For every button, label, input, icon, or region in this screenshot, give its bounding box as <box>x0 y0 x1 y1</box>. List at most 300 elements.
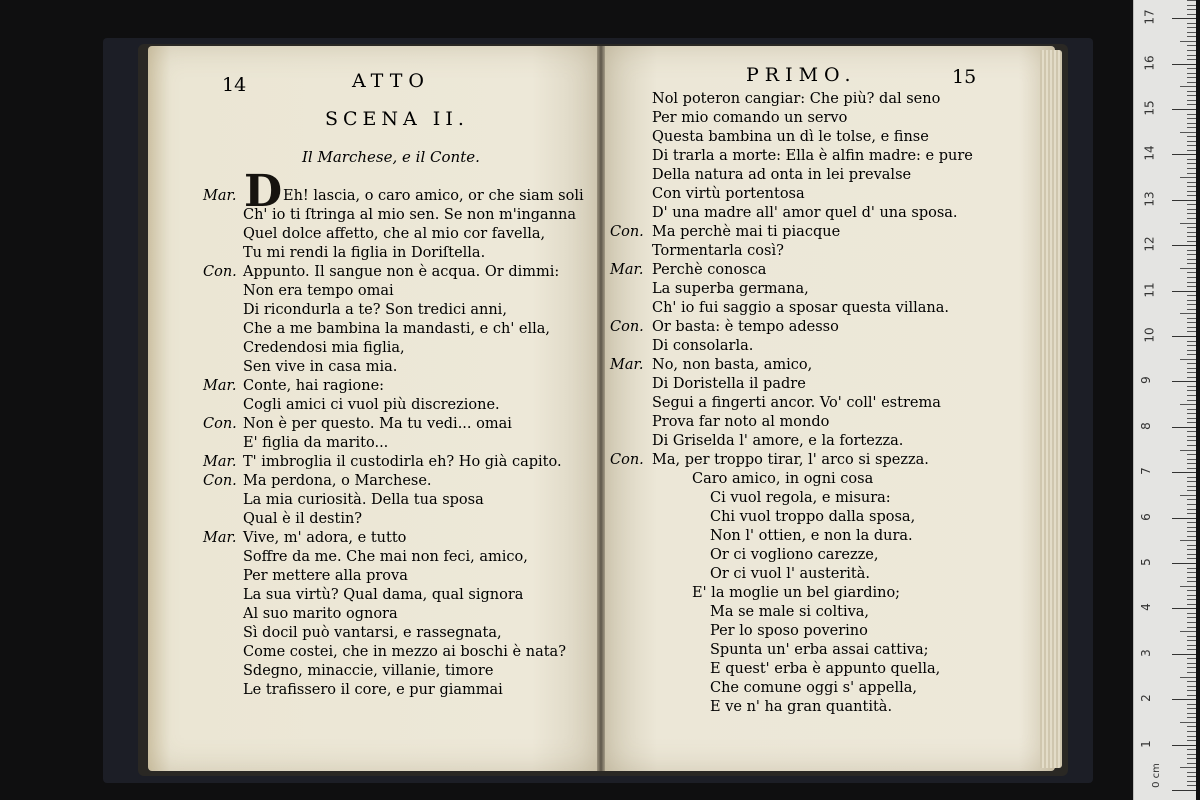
ruler-tick <box>1187 667 1196 668</box>
ruler-tick <box>1172 790 1196 791</box>
ruler-tick <box>1187 259 1196 260</box>
ruler-tick <box>1187 658 1196 659</box>
ruler-tick <box>1187 118 1196 119</box>
text-line <box>610 299 949 317</box>
verse-text: Di consolarla. <box>652 338 754 354</box>
text-line <box>610 261 766 279</box>
right-page-number: 15 <box>952 66 977 88</box>
ruler-tick <box>1187 409 1196 410</box>
ruler-tick <box>1187 649 1196 650</box>
ruler-tick <box>1187 263 1196 264</box>
text-line <box>610 584 900 602</box>
verse-text: Or ci vuol l' austerità. <box>710 566 871 582</box>
ruler-tick <box>1187 672 1196 673</box>
text-line <box>610 622 868 640</box>
ruler-tick <box>1187 590 1196 591</box>
ruler-tick <box>1180 495 1196 496</box>
ruler-tick <box>1187 454 1196 455</box>
text-line <box>610 641 929 659</box>
verse-text: Per lo sposo poverino <box>710 623 868 639</box>
text-line <box>610 223 840 241</box>
text-line <box>203 263 559 281</box>
ruler-tick <box>1187 622 1196 623</box>
ruler-tick <box>1187 322 1196 323</box>
ruler-tick <box>1187 82 1196 83</box>
ruler-tick <box>1180 767 1196 768</box>
text-line <box>610 356 812 374</box>
ruler-tick <box>1187 136 1196 137</box>
ruler-tick <box>1187 182 1196 183</box>
verse-text: Ma, per troppo tirar, l' arco si spezza. <box>652 452 929 468</box>
ruler-tick <box>1187 368 1196 369</box>
text-line <box>203 662 493 680</box>
ruler-tick <box>1187 395 1196 396</box>
ruler-tick <box>1180 223 1196 224</box>
verse-text: Sì docil può vantarsi, e rassegnata, <box>243 625 502 641</box>
ruler-tick <box>1187 218 1196 219</box>
ruler-tick <box>1172 654 1196 655</box>
ruler-tick <box>1187 695 1196 696</box>
ruler-number: 4 <box>1138 603 1153 612</box>
ruler-tick <box>1187 250 1196 251</box>
ruler-tick <box>1187 422 1196 423</box>
ruler-tick <box>1172 336 1196 337</box>
ruler-tick <box>1187 459 1196 460</box>
ruler-tick <box>1187 595 1196 596</box>
ruler-tick <box>1187 504 1196 505</box>
speaker-label: Mar. <box>203 454 237 470</box>
ruler-tick <box>1187 232 1196 233</box>
ruler-tick <box>1187 477 1196 478</box>
ruler-tick <box>1187 663 1196 664</box>
verse-text: D' una madre all' amor quel d' una sposa. <box>652 205 958 221</box>
ruler-tick <box>1187 499 1196 500</box>
text-line <box>610 470 873 488</box>
ruler-tick <box>1180 177 1196 178</box>
verse-text: Al suo marito ognora <box>243 606 398 622</box>
verse-text: Di Doristella il padre <box>652 376 806 392</box>
ruler-tick <box>1172 608 1196 609</box>
text-line <box>203 567 408 585</box>
ruler-tick <box>1172 563 1196 564</box>
text-line <box>203 453 562 471</box>
verse-text: Della natura ad onta in lei prevalse <box>652 167 912 183</box>
text-line <box>203 301 507 319</box>
ruler-tick <box>1187 363 1196 364</box>
ruler-tick <box>1187 213 1196 214</box>
ruler-tick <box>1187 463 1196 464</box>
verse-text: Qual è il destin? <box>243 511 363 527</box>
text-line <box>203 244 485 262</box>
verse-text: No, non basta, amico, <box>652 357 813 373</box>
verse-text: Caro amico, in ogni cosa <box>692 471 874 487</box>
text-line <box>610 90 940 108</box>
verse-text: Che a me bambina la mandasti, e ch' ella, <box>243 321 551 337</box>
ruler-tick <box>1187 272 1196 273</box>
ruler-tick <box>1187 686 1196 687</box>
verse-text: Ch' io ti ſtringa al mio sen. Se non m'inganna <box>243 207 577 223</box>
ruler-tick <box>1187 431 1196 432</box>
ruler-tick <box>1187 776 1196 777</box>
verse-text: Spunta un' erba assai cattiva; <box>710 642 929 658</box>
ruler-tick <box>1187 191 1196 192</box>
ruler-tick <box>1180 540 1196 541</box>
ruler-number: 5 <box>1138 558 1153 566</box>
ruler-tick <box>1187 731 1196 732</box>
ruler-tick <box>1187 77 1196 78</box>
speaker-label: Mar. <box>203 188 237 204</box>
ruler-tick <box>1187 636 1196 637</box>
ruler-tick <box>1187 522 1196 523</box>
ruler-tick <box>1187 350 1196 351</box>
ruler-tick <box>1187 36 1196 37</box>
text-line <box>610 375 806 393</box>
text-line <box>610 394 941 412</box>
ruler-number: 7 <box>1138 467 1153 476</box>
ruler-tick <box>1172 472 1196 473</box>
verse-text: Chi vuol troppo dalla sposa, <box>710 509 916 525</box>
speaker-label: Mar. <box>610 357 644 373</box>
ruler-tick <box>1187 331 1196 332</box>
ruler-tick <box>1187 749 1196 750</box>
ruler-tick <box>1187 45 1196 46</box>
ruler-tick <box>1187 690 1196 691</box>
text-line <box>610 660 940 678</box>
ruler-tick <box>1187 55 1196 56</box>
verse-text: Ci vuol regola, e misura: <box>710 490 891 506</box>
ruler-tick <box>1187 0 1196 1</box>
ruler-tick <box>1187 9 1196 10</box>
ruler-tick <box>1187 640 1196 641</box>
ruler-tick <box>1187 713 1196 714</box>
ruler-number: 3 <box>1138 648 1153 657</box>
ruler-tick <box>1187 123 1196 124</box>
verse-text: Come costei, che in mezzo ai boschi è nata? <box>243 644 566 660</box>
ruler-tick <box>1187 568 1196 569</box>
ruler-tick <box>1180 359 1196 360</box>
ruler-tick <box>1180 677 1196 678</box>
text-line <box>203 529 406 547</box>
book-gutter <box>597 46 605 771</box>
text-line <box>610 109 847 127</box>
ruler-tick <box>1187 282 1196 283</box>
ruler-tick <box>1187 95 1196 96</box>
ruler-tick <box>1172 64 1196 65</box>
text-line <box>610 489 891 507</box>
verse-text: Ma perdona, o Marchese. <box>243 473 432 489</box>
ruler-tick <box>1187 318 1196 319</box>
verse-text: Vive, m' adora, e tutto <box>243 530 407 546</box>
ruler-tick <box>1180 722 1196 723</box>
speaker-label: Con. <box>203 264 237 280</box>
speaker-label: Con. <box>610 224 644 240</box>
verse-text: T' imbroglia il custodirla eh? Ho già capito. <box>243 454 562 470</box>
ruler-tick <box>1187 345 1196 346</box>
verse-text: Non era tempo omai <box>243 283 394 299</box>
ruler-tick <box>1187 726 1196 727</box>
ruler-tick <box>1187 772 1196 773</box>
ruler-tick <box>1180 450 1196 451</box>
ruler-tick <box>1187 558 1196 559</box>
ruler-tick <box>1187 114 1196 115</box>
verse-text: Con virtù portentosa <box>652 186 805 202</box>
ruler-tick <box>1180 404 1196 405</box>
ruler-tick <box>1187 717 1196 718</box>
verse-text: Nol poteron cangiar: Che più? dal seno <box>652 91 941 107</box>
text-line <box>203 434 388 452</box>
speaker-label: Con. <box>610 319 644 335</box>
verse-text: E' la moglie un bel giardino; <box>692 585 901 601</box>
text-line <box>203 586 523 604</box>
verse-text: E ve n' ha gran quantità. <box>710 699 893 715</box>
speaker-label: Con. <box>203 416 237 432</box>
text-line <box>203 605 398 623</box>
verse-text: E' figlia da marito... <box>243 435 389 451</box>
ruler-tick <box>1187 536 1196 537</box>
ruler-tick <box>1187 604 1196 605</box>
text-line <box>610 698 892 716</box>
ruler-tick <box>1172 109 1196 110</box>
ruler-tick <box>1187 740 1196 741</box>
text-line <box>203 472 432 490</box>
ruler-tick <box>1187 386 1196 387</box>
ruler-tick <box>1187 581 1196 582</box>
speaker-label: Mar. <box>610 262 644 278</box>
ruler-unit: 0 cm <box>1150 763 1162 788</box>
text-line <box>203 320 550 338</box>
speaker-label: Con. <box>203 473 237 489</box>
verse-text: La sua virtù? Qual dama, qual signora <box>243 587 524 603</box>
ruler-tick <box>1180 631 1196 632</box>
verse-text: Or basta: è tempo adesso <box>652 319 839 335</box>
verse-text: Tormentarla così? <box>652 243 784 259</box>
verse-text: Prova far noto al mondo <box>652 414 830 430</box>
ruler-tick <box>1187 254 1196 255</box>
ruler-tick <box>1187 286 1196 287</box>
text-line <box>610 166 911 184</box>
text-line <box>203 681 503 699</box>
ruler-tick <box>1187 413 1196 414</box>
ruler-tick <box>1187 300 1196 301</box>
ruler-tick <box>1187 277 1196 278</box>
verse-text: Perchè conosca <box>652 262 767 278</box>
text-line <box>610 280 809 298</box>
ruler-tick <box>1187 681 1196 682</box>
verse-text: Di trarla a morte: Ella è alfin madre: e pure <box>652 148 973 164</box>
text-line <box>610 546 878 564</box>
ruler-tick <box>1180 313 1196 314</box>
ruler-tick <box>1187 173 1196 174</box>
ruler-tick <box>1187 50 1196 51</box>
text-line <box>203 491 484 509</box>
ruler-tick <box>1187 204 1196 205</box>
verse-text: Di ricondurla a te? Son tredici anni, <box>243 302 507 318</box>
verse-text: Segui a fingerti ancor. Vo' coll' estrema <box>652 395 941 411</box>
ruler-tick <box>1187 100 1196 101</box>
ruler-number: 2 <box>1138 694 1153 703</box>
verse-text: Or ci vogliono carezze, <box>710 547 879 563</box>
ruler-tick <box>1187 104 1196 105</box>
text-line <box>203 282 394 300</box>
text-line <box>203 187 584 205</box>
ruler-tick <box>1187 645 1196 646</box>
verse-text: Per mio comando un servo <box>652 110 848 126</box>
ruler-number: 12 <box>1142 236 1157 252</box>
verse-text: Ma se male si coltiva, <box>710 604 870 620</box>
ruler-tick <box>1180 132 1196 133</box>
ruler-tick <box>1180 586 1196 587</box>
text-line <box>610 413 829 431</box>
text-line <box>203 339 405 357</box>
ruler-tick <box>1187 32 1196 33</box>
verse-text: Ma perchè mai ti piacque <box>652 224 841 240</box>
ruler-tick <box>1187 14 1196 15</box>
text-line <box>203 225 545 243</box>
ruler-tick <box>1180 41 1196 42</box>
ruler-tick <box>1187 295 1196 296</box>
ruler-tick <box>1172 154 1196 155</box>
ruler-tick <box>1187 708 1196 709</box>
ruler-number: 6 <box>1138 512 1153 521</box>
verse-text: E quest' erba è appunto quella, <box>710 661 941 677</box>
ruler-tick <box>1187 572 1196 573</box>
verse-text: Credendosi mia figlia, <box>243 340 405 356</box>
ruler-number: 9 <box>1138 376 1153 385</box>
ruler-tick <box>1187 549 1196 550</box>
ruler-tick <box>1187 91 1196 92</box>
ruler-number: 15 <box>1142 100 1157 116</box>
ruler-tick <box>1187 758 1196 759</box>
speaker-label: Con. <box>610 452 644 468</box>
ruler-tick <box>1172 381 1196 382</box>
drop-cap: D <box>244 166 283 217</box>
verse-text: Ch' io fui saggio a sposar questa villana. <box>652 300 949 316</box>
verse-text: Non è per questo. Ma tu vedi... omai <box>243 416 512 432</box>
ruler-tick <box>1180 86 1196 87</box>
ruler-tick <box>1187 509 1196 510</box>
ruler-tick <box>1187 754 1196 755</box>
text-line <box>610 185 805 203</box>
ruler-tick <box>1187 5 1196 6</box>
ruler-tick <box>1187 59 1196 60</box>
text-line <box>610 679 917 697</box>
ruler-tick <box>1187 613 1196 614</box>
ruler-tick <box>1172 427 1196 428</box>
verse-text: La superba germana, <box>652 281 809 297</box>
ruler-tick <box>1187 531 1196 532</box>
verse-text: Soffre da me. Che mai non feci, amico, <box>243 549 528 565</box>
ruler-tick <box>1187 327 1196 328</box>
ruler-number: 14 <box>1142 145 1157 162</box>
scene-title: SCENA II. <box>325 108 469 130</box>
text-line <box>610 527 913 545</box>
verse-text: Le trafissero il core, e pur giammai <box>243 682 503 698</box>
ruler-tick <box>1187 513 1196 514</box>
ruler-tick <box>1172 518 1196 519</box>
ruler-tick <box>1187 309 1196 310</box>
ruler-number: 1 <box>1138 739 1153 748</box>
ruler-tick <box>1187 141 1196 142</box>
ruler-tick <box>1172 699 1196 700</box>
text-line <box>610 318 839 336</box>
left-running-head: ATTO <box>352 70 430 92</box>
text-line <box>203 377 384 395</box>
text-line <box>203 396 500 414</box>
right-running-head: PRIMO. <box>746 64 857 86</box>
ruler-tick <box>1187 704 1196 705</box>
measuring-ruler <box>1133 0 1196 800</box>
text-line <box>203 624 502 642</box>
ruler-tick <box>1187 527 1196 528</box>
text-line <box>610 337 753 355</box>
ruler-tick <box>1187 241 1196 242</box>
text-line <box>610 128 929 146</box>
speaker-label: Mar. <box>203 530 237 546</box>
text-line <box>203 643 566 661</box>
ruler-tick <box>1187 163 1196 164</box>
ruler-tick <box>1187 468 1196 469</box>
verse-text: Cogli amici ci vuol più discrezione. <box>243 397 500 413</box>
ruler-tick <box>1187 390 1196 391</box>
page-edges <box>1040 50 1062 768</box>
ruler-tick <box>1187 73 1196 74</box>
ruler-tick <box>1187 400 1196 401</box>
ruler-number: 17 <box>1142 9 1157 25</box>
ruler-tick <box>1187 186 1196 187</box>
speaker-label: Mar. <box>203 378 237 394</box>
text-line <box>610 432 903 450</box>
ruler-tick <box>1187 545 1196 546</box>
text-line <box>203 415 512 433</box>
ruler-number: 8 <box>1138 421 1153 430</box>
ruler-tick <box>1187 354 1196 355</box>
ruler-tick <box>1172 245 1196 246</box>
ruler-tick <box>1187 763 1196 764</box>
ruler-tick <box>1172 291 1196 292</box>
ruler-tick <box>1180 268 1196 269</box>
ruler-tick <box>1187 418 1196 419</box>
text-line <box>203 358 397 376</box>
ruler-tick <box>1187 145 1196 146</box>
verse-text: Appunto. Il sangue non è acqua. Or dimmi: <box>243 264 560 280</box>
verse-text: Questa bambina un dì le tolse, e finse <box>652 129 929 145</box>
verse-text: Conte, hai ragione: <box>243 378 385 394</box>
verse-text: Quel dolce affetto, che al mio cor favella, <box>243 226 546 242</box>
ruler-tick <box>1187 577 1196 578</box>
ruler-tick <box>1187 736 1196 737</box>
text-line <box>610 451 929 469</box>
ruler-tick <box>1187 617 1196 618</box>
ruler-tick <box>1187 440 1196 441</box>
verse-text: Di Griselda l' amore, e la fortezza. <box>652 433 904 449</box>
ruler-tick <box>1187 627 1196 628</box>
text-line <box>610 603 869 621</box>
text-line <box>203 548 528 566</box>
ruler-tick <box>1187 209 1196 210</box>
ruler-tick <box>1187 236 1196 237</box>
ruler-tick <box>1187 599 1196 600</box>
ruler-tick <box>1187 195 1196 196</box>
ruler-tick <box>1187 481 1196 482</box>
ruler-tick <box>1187 785 1196 786</box>
text-line <box>203 206 576 224</box>
ruler-tick <box>1187 27 1196 28</box>
ruler-tick <box>1187 341 1196 342</box>
text-line <box>610 565 870 583</box>
ruler-tick <box>1187 68 1196 69</box>
verse-text: Sdegno, minaccie, villanie, timore <box>243 663 494 679</box>
text-line <box>203 510 362 528</box>
